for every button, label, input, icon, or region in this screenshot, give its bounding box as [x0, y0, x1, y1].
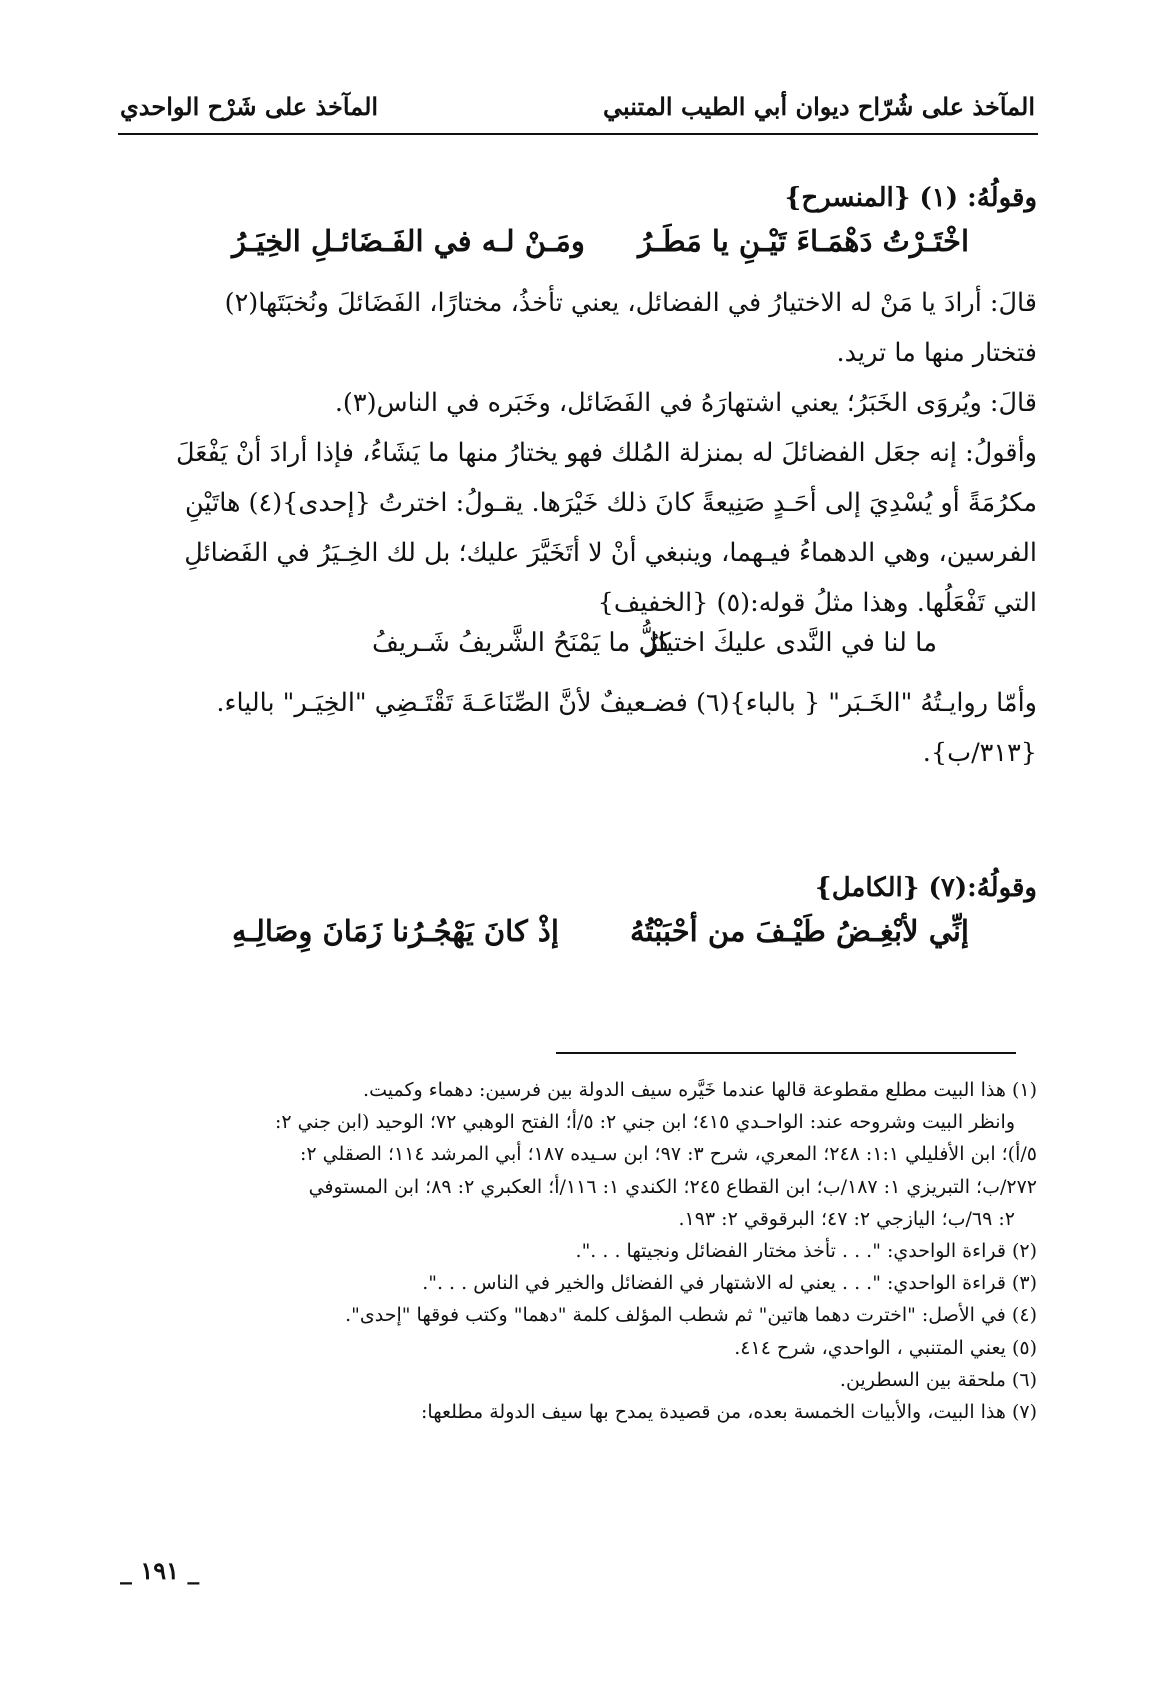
footnote-divider: [556, 1052, 1016, 1054]
footnote: (٢) قراءة الواحدي: ". . . تأخذ مختار الفضائل ونجيتها . . .".: [575, 1239, 1037, 1262]
commentary-line: وأمّا روايـتُهُ "الخَـبَر" { بالباء}(٦) فضـعيفٌ لأنَّ الصِّنَاعَـةَ تَقْتَـضِي "الخِيَـر" بالياء.: [216, 688, 1037, 718]
commentary-line: مكرُمَةً أو يُسْدِيَ إلى أحَـدٍ صَنِيعةً كانَ ذلك خَيْرَها. يقـولُ: اخترتُ {إحدى}(٤) هاتَيْنِ: [185, 488, 1037, 518]
footnote-continuation: ٢٧٢/ب؛ التبريزي ١: ١٨٧/ب؛ ابن القطاع ٢٤٥؛ الكندي ١: ١١٦/أ؛ العكبري ٢: ٨٩؛ ابن المستوفي: [308, 1175, 1037, 1198]
header-divider: [118, 133, 1038, 135]
footnotes: [122, 1074, 1037, 1428]
commentary-line: وأقولُ: إنه جعَل الفضائلَ له بمنزلة المُلك فهو يختارُ منها ما يَشَاءُ، فإذا أرادَ أنْ يَفْعَلَ: [175, 438, 1037, 468]
poem-intro: وقولُهُ: (١) {المنسرح}: [784, 183, 1037, 213]
poem-intro: وقولُهُ:(٧) {الكامل}: [815, 873, 1037, 903]
footnote: (١) هذا البيت مطلع مقطوعة قالها عندما خَيَّره سيف الدولة بين فرسين: دهماء وكميت.: [363, 1079, 1037, 1101]
commentary-line: قالَ: أرادَ يا مَنْ له الاختيارُ في الفضائل، يعني تأخذُ، مختارًا، الفَضَائلَ ونُخبَتَها(٢): [224, 288, 1037, 318]
verse-1-first-hemistich: اخْتَـرْتُ دَهْمَـاءَ تَيْـنِ يا مَطَـرُ: [638, 224, 969, 258]
verse-1-second-hemistich: ومَـنْ لـه في الفَـضَائـلِ الخِيَـرُ: [232, 224, 585, 258]
verse-2-first-hemistich: إنِّي لأبْغِـضُ طَيْـفَ من أحْبَبْتُهُ: [629, 914, 969, 948]
verse-2: [122, 914, 1037, 968]
commentary-line: التي تَفْعَلُها. وهذا مثلُ قوله:(٥) {الخفيف}: [597, 588, 1037, 618]
chapter-title: المآخذ على شَرْح الواحدي: [120, 92, 379, 121]
quoted-verse-first-hemistich: ما لنا في النَّدى عليكَ اختيارٌ: [645, 628, 937, 658]
footnote-continuation: ٢: ٦٩/ب؛ اليازجي ٢: ٤٧؛ البرقوقي ٢: ١٩٣.: [678, 1207, 1015, 1230]
footnote-continuation: وانظر البيت وشروحه عند: الواحـدي ٤١٥؛ ابن جني ٢: ٥/أ؛ الفتح الوهبي ٧٢؛ الوحيد (ابن جني ٢:: [274, 1111, 1015, 1134]
footnote: (٣) قراءة الواحدي: ". . . يعني له الاشتهار في الفضائل والخير في الناس . . .".: [422, 1272, 1037, 1295]
page-number: _ ١٩١ _: [120, 1556, 200, 1585]
commentary-line: الفرسين، وهي الدهماءُ فيـهما، وينبغي أنْ لا أتَخَيَّرَ عليك؛ بل لك الخِـيَرُ في الفَضائلِ: [184, 538, 1037, 568]
commentary-line: قالَ: ويُروَى الخَبَرُ؛ يعني اشتهارَهُ في الفَضَائل، وخَبَره في الناس(٣).: [334, 388, 1037, 418]
commentary-line: فتختار منها ما تريد.: [836, 338, 1037, 368]
folio-reference: {٣١٣/ب}.: [922, 738, 1037, 768]
section-gap: [122, 778, 1037, 862]
verse-1: [122, 224, 1037, 278]
quoted-verse: [122, 628, 1037, 678]
running-header: [120, 92, 1035, 132]
verse-2-second-hemistich: إذْ كانَ يَهْجُـرُنا زَمَانَ وِصَالِـهِ: [232, 914, 559, 948]
footnote: (٧) هذا البيت، والأبيات الخمسة بعده، من قصيدة يمدح بها سيف الدولة مطلعها:: [421, 1400, 1037, 1423]
footnote-continuation: ٥/أ)؛ ابن الأفليلي ١:١: ٢٤٨؛ المعري، شرح ٣: ٩٧؛ ابن سـيده ١٨٧؛ أبي المرشد ١١٤؛ الصقلي ٢:: [299, 1143, 1037, 1166]
footnote: (٥) يعني المتنبي ، الواحدي، شرح ٤١٤.: [734, 1336, 1037, 1359]
footnote: (٤) في الأصل: "اخترت دهما هاتين" ثم شطب المؤلف كلمة "دهما" وكتب فوقها "إحدى".: [345, 1304, 1037, 1327]
quoted-verse-second-hemistich: كلُّ ما يَمْنَحُ الشَّريفُ شَـريفُ: [372, 628, 671, 658]
main-text: [122, 172, 1037, 968]
book-title: المآخذ على شُرّاح ديوان أبي الطيب المتنبي: [603, 92, 1035, 121]
footnote: (٦) ملحقة بين السطرين.: [839, 1368, 1037, 1391]
